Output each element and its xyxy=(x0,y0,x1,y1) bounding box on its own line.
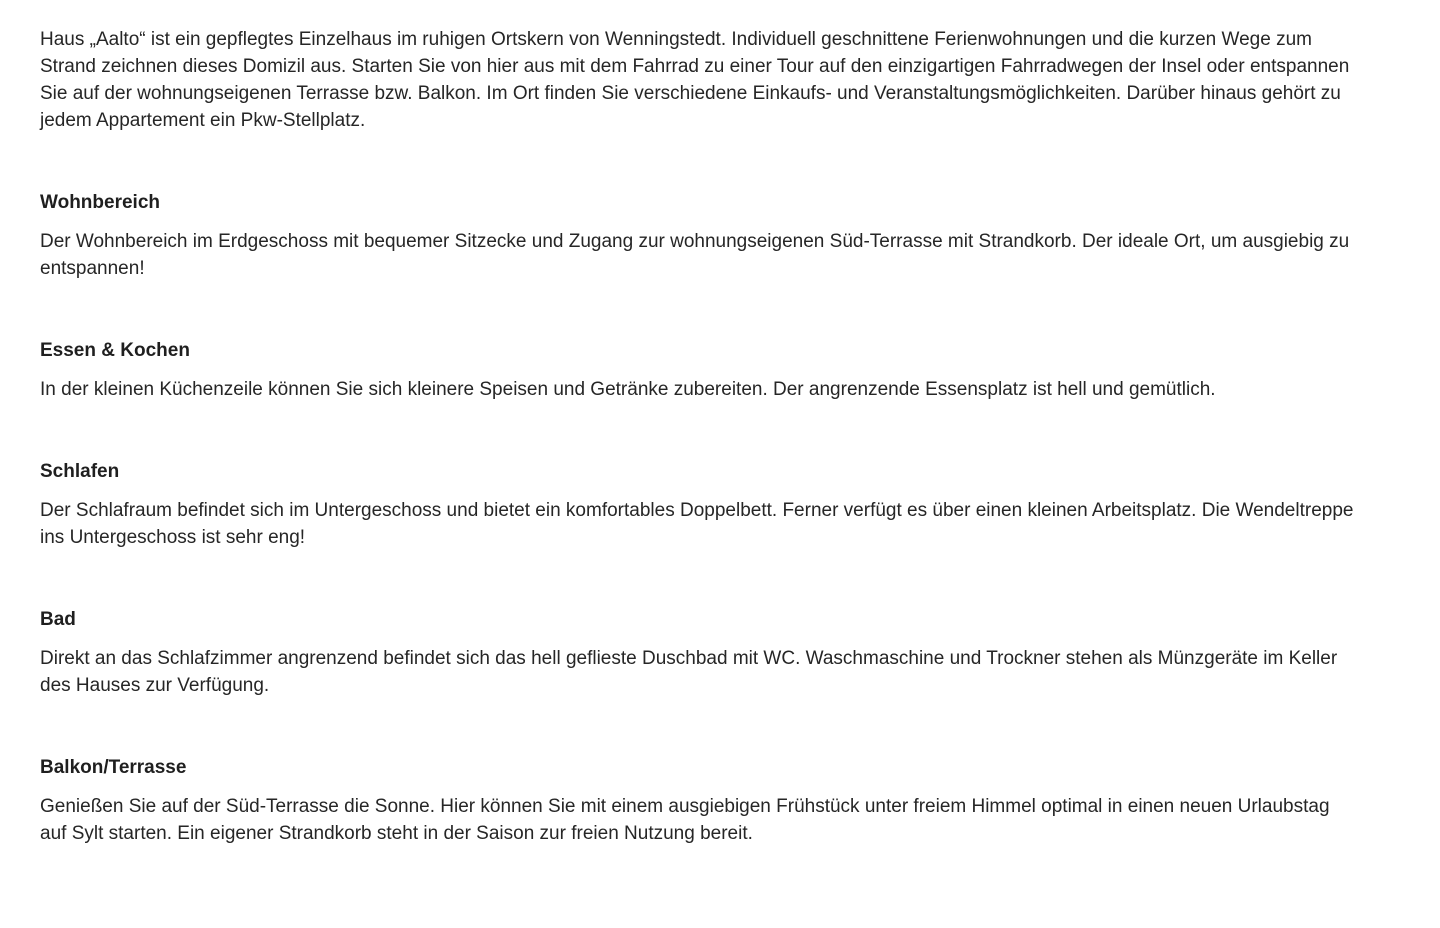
section-body-bad: Direkt an das Schlafzimmer angrenzend befindet sich das hell geflieste Duschbad mit WC. Waschmaschine und Trockner stehen als Münzgeräte im Keller des Hauses zur Verfügung. xyxy=(40,648,1338,696)
section-balkon-terrasse xyxy=(40,754,1355,847)
section-heading-bad: Bad xyxy=(40,609,76,630)
section-wohnbereich xyxy=(40,189,1355,282)
section-bad xyxy=(40,606,1355,699)
section-heading-balkon-terrasse: Balkon/Terrasse xyxy=(40,757,187,778)
section-body-essen-kochen: In der kleinen Küchenzeile können Sie sich kleinere Speisen und Getränke zubereiten. Der angrenzende Essensplatz ist hell und gemütlich. xyxy=(40,379,1216,400)
section-heading-essen-kochen: Essen & Kochen xyxy=(40,340,190,361)
section-heading-wohnbereich: Wohnbereich xyxy=(40,192,160,213)
section-body-balkon-terrasse: Genießen Sie auf der Süd-Terrasse die Sonne. Hier können Sie mit einem ausgiebigen Frühstück unter freiem Himmel optimal in einen neuen Urlaubstag auf Sylt starten. Ein eigener Strandkorb steht in der Saison zur freien Nutzung bereit. xyxy=(40,796,1330,844)
section-heading-schlafen: Schlafen xyxy=(40,461,120,482)
section-essen-kochen xyxy=(40,337,1355,403)
section-body-schlafen: Der Schlafraum befindet sich im Untergeschoss und bietet ein komfortables Doppelbett. Ferner verfügt es über einen kleinen Arbeitsplatz. Die Wendeltreppe ins Untergeschoss ist sehr eng! xyxy=(40,500,1354,548)
section-schlafen xyxy=(40,458,1355,551)
intro-paragraph: Haus „Aalto“ ist ein gepflegtes Einzelhaus im ruhigen Ortskern von Wenningstedt. Individuell geschnittene Ferienwohnungen und die kurzen Wege zum Strand zeichnen dieses Domizil aus. Starten Sie von hier aus mit dem Fahrrad zu einer Tour auf den einzigartigen Fahrradwegen der Insel oder entspannen Sie auf der wohnungseigenen Terrasse bzw. Balkon. Im Ort finden Sie verschiedene Einkaufs- und Veranstaltungsmöglichkeiten. Darüber hinaus gehört zu jedem Appartement ein Pkw-Stellplatz. xyxy=(40,29,1350,131)
section-body-wohnbereich: Der Wohnbereich im Erdgeschoss mit bequemer Sitzecke und Zugang zur wohnungseigenen Süd-Terrasse mit Strandkorb. Der ideale Ort, um ausgiebig zu entspannen! xyxy=(40,231,1350,279)
